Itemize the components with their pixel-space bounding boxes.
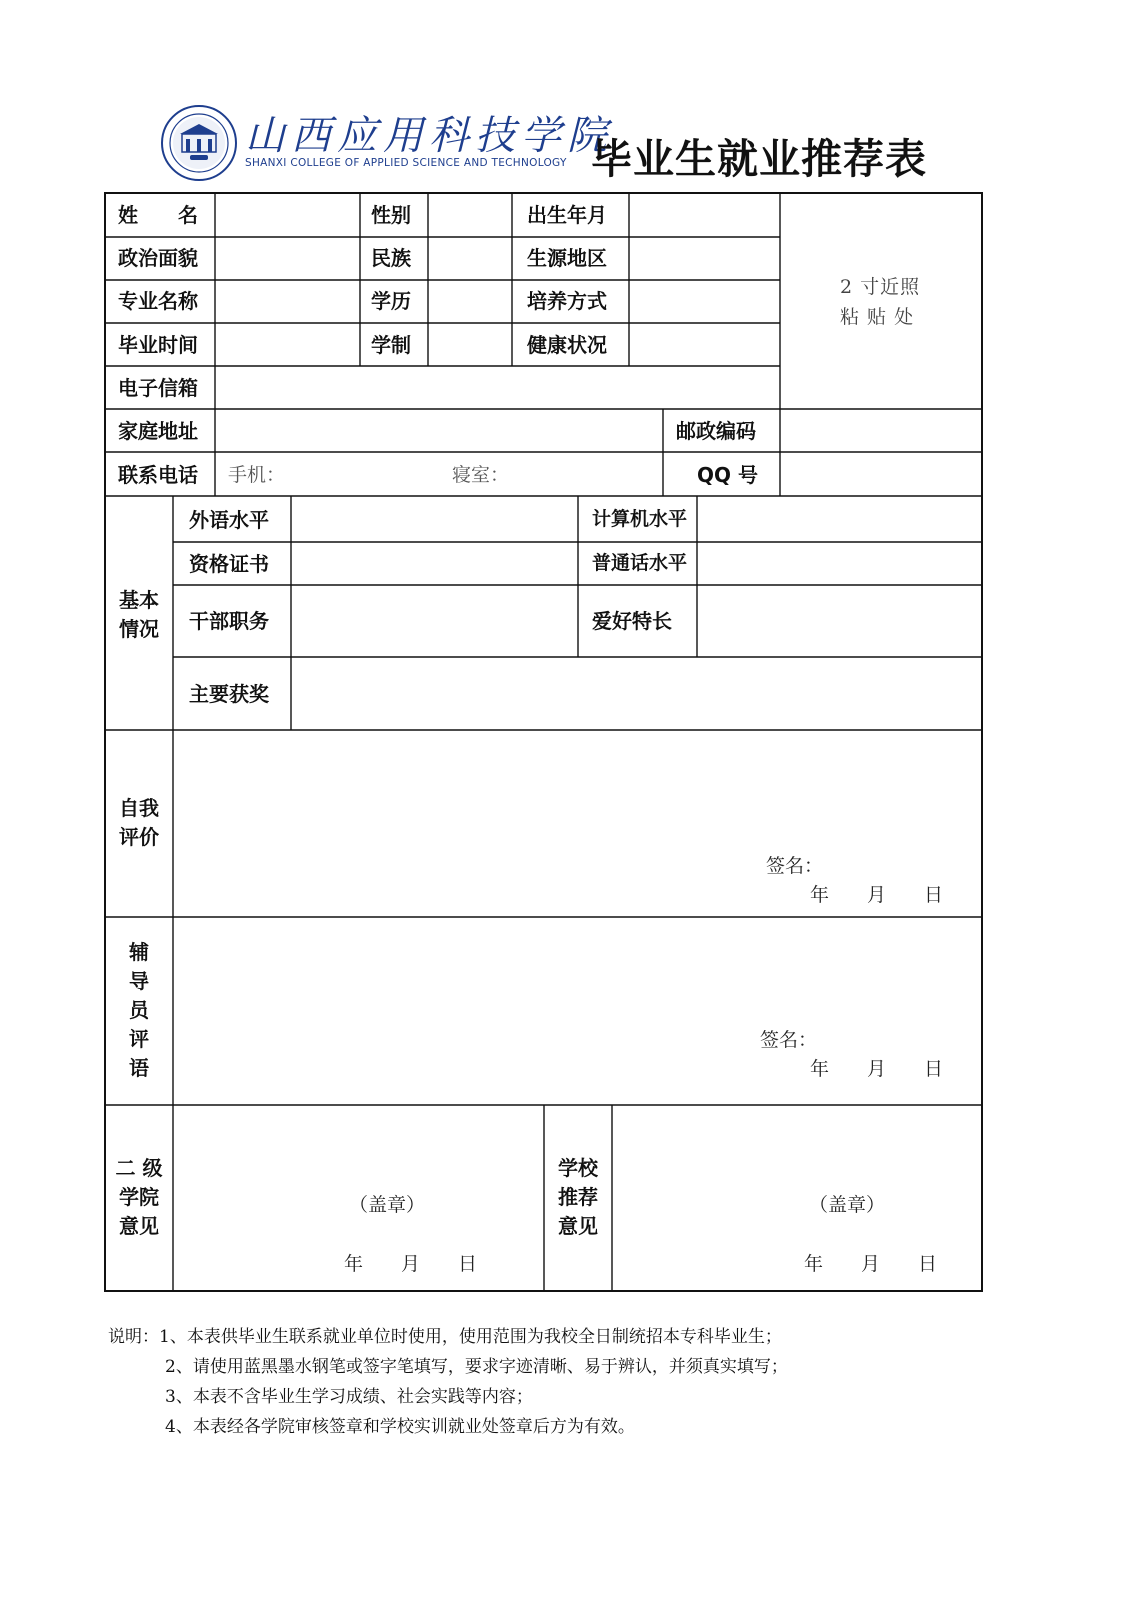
college-seal-label: （盖章） <box>349 1194 426 1216</box>
computer-level-label: 计算机水平 <box>592 508 688 530</box>
note-item: 4、本表经各学院审核签章和学校实训就业处签章后方为有效。 <box>165 1417 635 1437</box>
graduation-time-label: 毕业时间 <box>118 333 198 357</box>
note-item: 3、本表不含毕业生学习成绩、社会实践等内容； <box>165 1387 533 1407</box>
counselor-date-label: 年 月 日 <box>810 1058 944 1080</box>
qq-label: QQ 号 <box>697 463 758 487</box>
postcode-label: 邮政编码 <box>676 419 756 443</box>
dorm-phone-label: 寝室： <box>452 464 510 486</box>
email-label: 电子信箱 <box>118 376 198 400</box>
cadre-position-label: 干部职务 <box>189 609 269 633</box>
self-eval-date-label: 年 月 日 <box>810 884 944 906</box>
mobile-label: 手机： <box>228 464 286 486</box>
basic-info-label: 基本 情况 <box>119 588 159 641</box>
gender-label: 性别 <box>371 203 411 227</box>
college-opinion-label: 二 级 学院 意见 <box>115 1156 163 1238</box>
contact-phone-label: 联系电话 <box>118 463 198 487</box>
training-mode-label: 培养方式 <box>527 289 607 313</box>
education-label: 学历 <box>371 289 411 313</box>
hobby-label: 爱好特长 <box>592 609 672 633</box>
photo-placeholder-line1: 2 寸近照 <box>840 276 921 298</box>
health-status-label: 健康状况 <box>527 333 607 357</box>
self-evaluation-label: 自我 评价 <box>119 796 159 849</box>
awards-label: 主要获奖 <box>189 682 269 706</box>
form-notes <box>108 1322 788 1442</box>
major-label: 专业名称 <box>118 289 198 313</box>
school-date-label: 年 月 日 <box>804 1253 938 1275</box>
name-label: 姓 名 <box>118 203 198 227</box>
note-item: 说明：1、本表供毕业生联系就业单位时使用，使用范围为我校全日制统招本专科毕业生； <box>108 1327 782 1347</box>
school-name-english: SHANXI COLLEGE OF APPLIED SCIENCE AND TECHNOLOGY <box>245 157 567 169</box>
counselor-signature-label: 签名： <box>760 1029 818 1051</box>
self-eval-signature-label: 签名： <box>766 855 824 877</box>
foreign-language-label: 外语水平 <box>189 508 269 532</box>
counselor-comment-label: 辅 导 员 评 语 <box>129 940 149 1080</box>
ethnicity-label: 民族 <box>371 246 411 270</box>
home-address-label: 家庭地址 <box>118 419 198 443</box>
school-recommendation-label: 学校 推荐 意见 <box>558 1156 598 1238</box>
mandarin-level-label: 普通话水平 <box>592 552 688 574</box>
school-seal-label: （盖章） <box>809 1194 886 1216</box>
origin-region-label: 生源地区 <box>527 246 607 270</box>
photo-placeholder-line2: 粘 贴 处 <box>840 306 915 328</box>
birth-date-label: 出生年月 <box>527 203 607 227</box>
college-date-label: 年 月 日 <box>344 1253 478 1275</box>
form-title: 毕业生就业推荐表 <box>591 135 927 183</box>
certificate-label: 资格证书 <box>189 552 269 576</box>
school-name-logo: 山西应用科技学院 <box>245 113 613 159</box>
note-item: 2、请使用蓝黑墨水钢笔或签字笔填写，要求字迹清晰、易于辨认，并须真实填写； <box>165 1357 788 1377</box>
political-status-label: 政治面貌 <box>118 246 198 270</box>
schooling-years-label: 学制 <box>371 333 411 357</box>
